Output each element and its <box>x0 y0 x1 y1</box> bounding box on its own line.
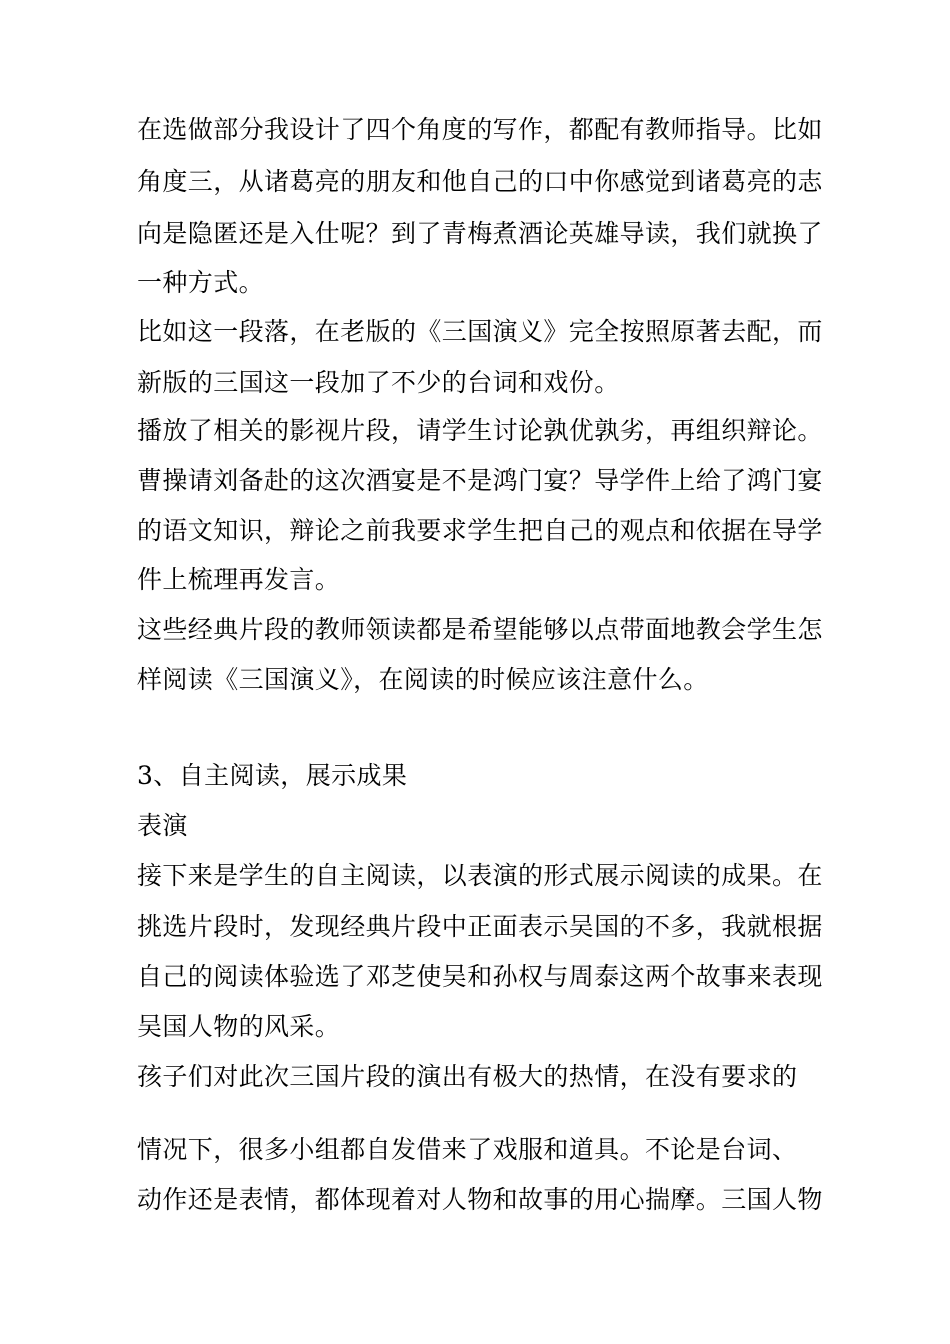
text-line: 接下来是学生的自主阅读，以表演的形式展示阅读的成果。在 <box>137 861 823 890</box>
text-line: 播放了相关的影视片段，请学生讨论孰优孰劣，再组织辩论。 <box>137 416 823 445</box>
text-line: 角度三，从诸葛亮的朋友和他自己的口中你感觉到诸葛亮的志 <box>137 167 823 196</box>
text-line: 样阅读《三国演义》，在阅读的时候应该注意什么。 <box>137 665 709 694</box>
text-line: 自己的阅读体验选了邓芝使吴和孙权与周泰这两个故事来表现 <box>137 962 823 991</box>
text-line: 曹操请刘备赴的这次酒宴是不是鸿门宴？导学件上给了鸿门宴 <box>137 466 823 495</box>
text-line: 一种方式。 <box>137 268 265 297</box>
subheading: 表演 <box>137 811 188 840</box>
text-line: 这些经典片段的教师领读都是希望能够以点带面地教会学生怎 <box>137 615 823 644</box>
text-line: 在选做部分我设计了四个角度的写作，都配有教师指导。比如 <box>137 115 823 144</box>
text-line: 新版的三国这一段加了不少的台词和戏份。 <box>137 368 620 397</box>
text-line: 孩子们对此次三国片段的演出有极大的热情，在没有要求的 <box>137 1062 798 1091</box>
text-line: 件上梳理再发言。 <box>137 565 341 594</box>
section-heading: 3、自主阅读，展示成果 <box>137 761 408 790</box>
text-line: 动作还是表情，都体现着对人物和故事的用心揣摩。三国人物 <box>137 1185 823 1214</box>
text-line: 比如这一段落，在老版的《三国演义》完全按照原著去配，而 <box>137 317 823 346</box>
text-line: 吴国人物的风采。 <box>137 1012 341 1041</box>
text-line: 的语文知识，辩论之前我要求学生把自己的观点和依据在导学 <box>137 516 823 545</box>
text-line: 挑选片段时，发现经典片段中正面表示吴国的不多，我就根据 <box>137 912 823 941</box>
text-line: 情况下，很多小组都自发借来了戏服和道具。不论是台词、 <box>137 1135 798 1164</box>
text-line: 向是隐匿还是入仕呢？到了青梅煮酒论英雄导读，我们就换了 <box>137 219 823 248</box>
